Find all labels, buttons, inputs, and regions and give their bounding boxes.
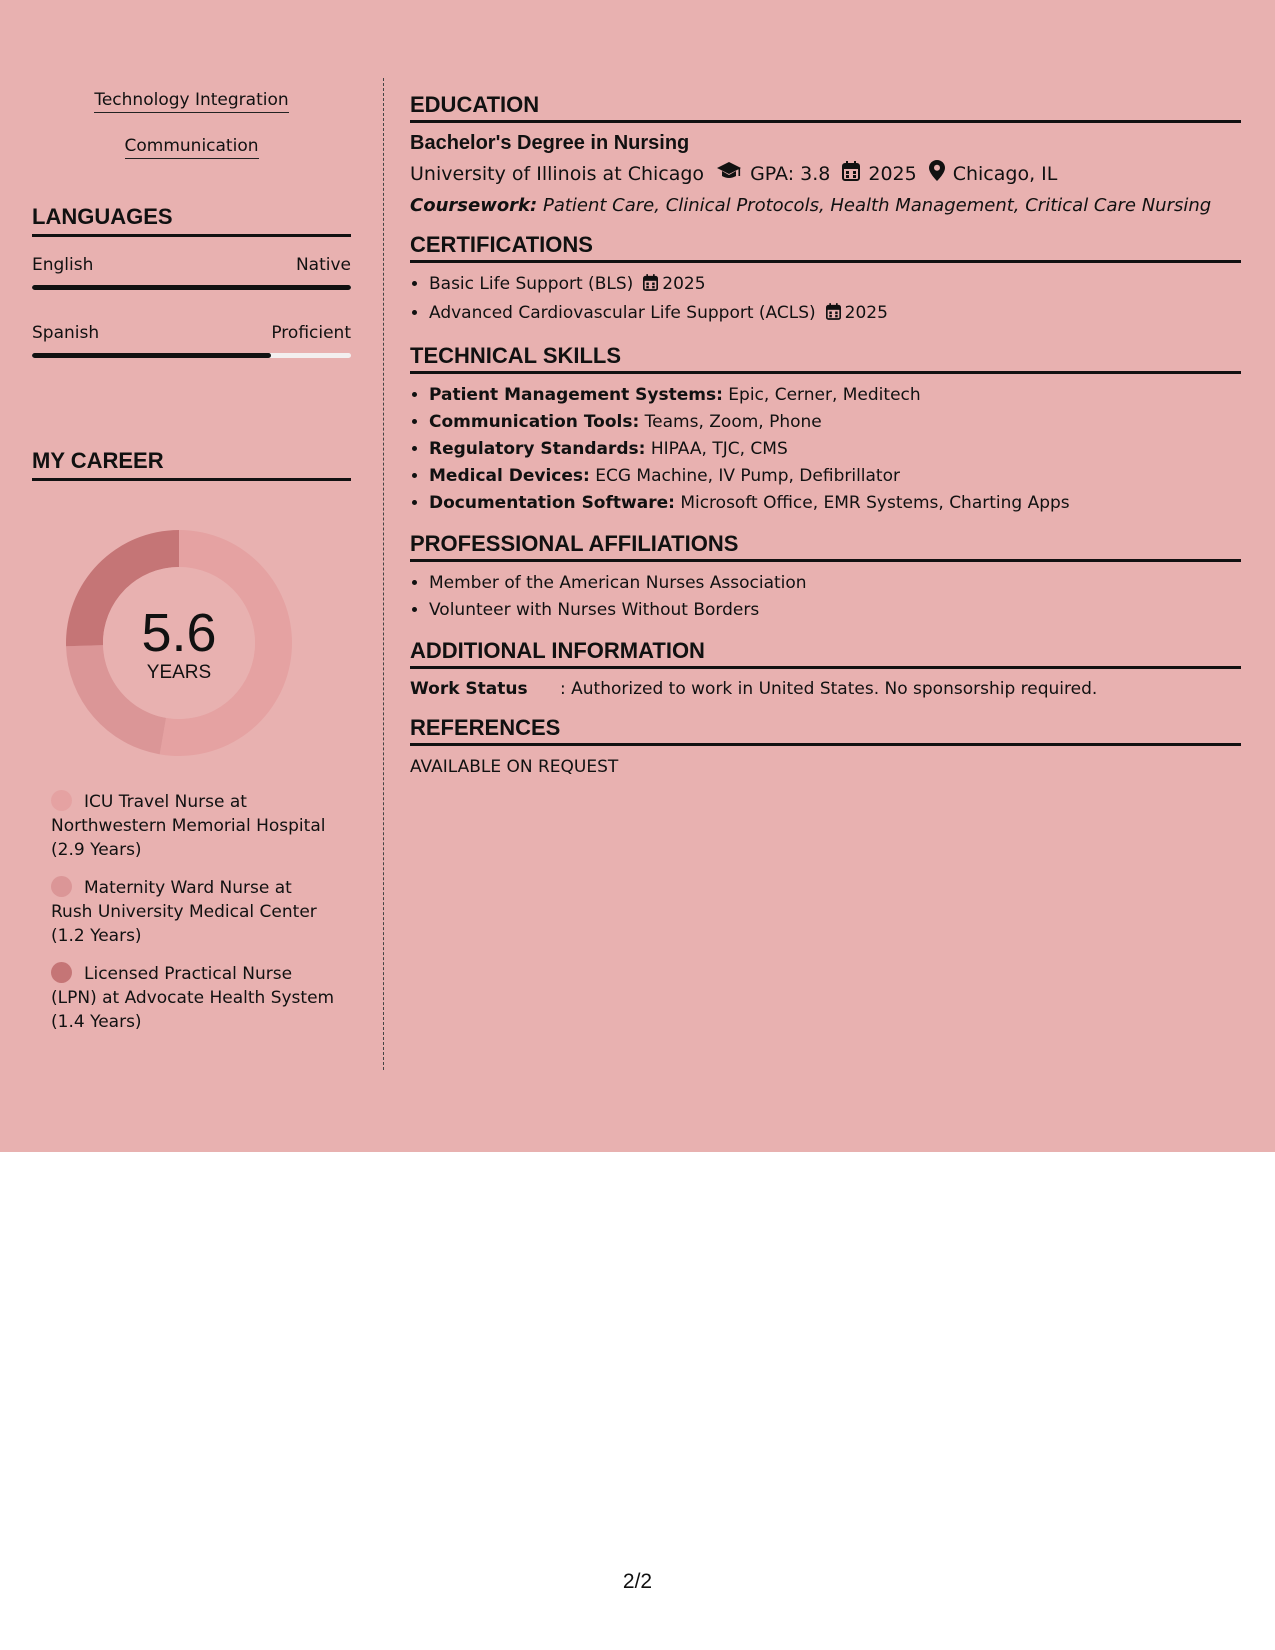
skill-tag: Communication xyxy=(125,135,259,159)
career-legend xyxy=(51,790,336,1048)
career-legend-label: Maternity Ward Nurse at Rush University Medical Center (1.2 Years) xyxy=(51,878,317,946)
school-location: Chicago, IL xyxy=(952,162,1058,185)
affiliations-section xyxy=(410,531,1241,624)
school-name: University of Illinois at Chicago xyxy=(410,162,705,185)
location-pin-icon xyxy=(929,160,945,188)
skill-values: ECG Machine, IV Pump, Defibrillator xyxy=(595,466,900,486)
education-details xyxy=(410,160,1241,188)
coursework-label: Coursework: xyxy=(410,195,538,216)
career-total xyxy=(66,530,292,756)
technical-skill-item xyxy=(429,490,1241,517)
language-row xyxy=(32,254,351,290)
technical-skills-heading: TECHNICAL SKILLS xyxy=(410,343,1241,374)
language-bar xyxy=(32,353,351,358)
work-status-row xyxy=(410,677,1241,701)
certification-year: 2025 xyxy=(662,274,706,294)
skill-category: Patient Management Systems: xyxy=(429,385,723,405)
career-legend-item xyxy=(51,790,336,862)
legend-dot xyxy=(51,790,72,811)
right-column xyxy=(410,92,1241,793)
references-heading: REFERENCES xyxy=(410,715,1241,746)
career-legend-item xyxy=(51,876,336,948)
technical-skill-item xyxy=(429,436,1241,463)
language-name: Spanish xyxy=(32,323,100,343)
career-legend-label: ICU Travel Nurse at Northwestern Memorial Hospital (2.9 Years) xyxy=(51,792,326,860)
technical-skill-item xyxy=(429,463,1241,490)
affiliations-heading: PROFESSIONAL AFFILIATIONS xyxy=(410,531,1241,562)
language-row xyxy=(32,322,351,358)
skill-tags xyxy=(32,89,351,159)
legend-dot xyxy=(51,962,72,983)
skill-tag: Technology Integration xyxy=(94,89,288,113)
graduation-cap-icon xyxy=(716,161,742,188)
languages-heading: LANGUAGES xyxy=(32,204,351,237)
career-total-unit: YEARS xyxy=(146,662,212,683)
skill-values: HIPAA, TJC, CMS xyxy=(650,439,788,459)
affiliations-list xyxy=(410,570,1241,624)
language-bar-fill xyxy=(32,285,351,290)
degree-title: Bachelor's Degree in Nursing xyxy=(410,132,690,154)
coursework xyxy=(410,193,1241,218)
certification-name: Basic Life Support (BLS) xyxy=(429,274,634,294)
calendar-icon xyxy=(826,302,841,329)
calendar-icon xyxy=(643,273,658,300)
certification-item xyxy=(429,300,1241,329)
technical-skill-item xyxy=(429,409,1241,436)
additional-information-heading: ADDITIONAL INFORMATION xyxy=(410,638,1241,669)
certifications-heading: CERTIFICATIONS xyxy=(410,232,1241,263)
certification-item xyxy=(429,271,1241,300)
skill-category: Regulatory Standards: xyxy=(429,439,646,459)
skill-category: Communication Tools: xyxy=(429,412,640,432)
references-text: AVAILABLE ON REQUEST xyxy=(410,757,619,777)
certification-name: Advanced Cardiovascular Life Support (ACLS) xyxy=(429,303,816,323)
language-level: Proficient xyxy=(271,323,351,343)
certifications-list xyxy=(410,271,1241,329)
graduation-year: 2025 xyxy=(868,162,917,185)
work-status-label: Work Status xyxy=(410,679,528,699)
additional-information-section xyxy=(410,638,1241,701)
technical-skills-section xyxy=(410,343,1241,517)
skill-values: Microsoft Office, EMR Systems, Charting Apps xyxy=(680,493,1070,513)
affiliation-item: • Volunteer with Nurses Without Borders xyxy=(429,597,1241,624)
technical-skill-item xyxy=(429,382,1241,409)
technical-skills-list xyxy=(410,382,1241,517)
affiliation-item: • Member of the American Nurses Association xyxy=(429,570,1241,597)
language-name: English xyxy=(32,255,94,275)
references-section xyxy=(410,715,1241,779)
language-level: Native xyxy=(295,255,351,275)
page-number: 2/2 xyxy=(622,1570,653,1593)
career-legend-label: Licensed Practical Nurse (LPN) at Advocate Health System (1.4 Years) xyxy=(51,964,335,1032)
certification-year: 2025 xyxy=(844,303,888,323)
education-heading: EDUCATION xyxy=(410,92,1241,123)
education-section xyxy=(410,92,1241,218)
coursework-list: Patient Care, Clinical Protocols, Health Management, Critical Care Nursing xyxy=(542,195,1212,216)
certifications-section xyxy=(410,232,1241,329)
legend-dot xyxy=(51,876,72,897)
language-bar-fill xyxy=(32,353,271,358)
language-bar xyxy=(32,285,351,290)
skill-category: Medical Devices: xyxy=(429,466,590,486)
gpa: GPA: 3.8 xyxy=(750,162,831,185)
career-total-value: 5.6 xyxy=(141,603,217,663)
skill-category: Documentation Software: xyxy=(429,493,675,513)
column-divider xyxy=(383,78,384,1070)
career-donut-chart xyxy=(66,530,292,756)
skill-values: Epic, Cerner, Meditech xyxy=(728,385,921,405)
work-status-value: : Authorized to work in United States. No sponsorship required. xyxy=(560,679,1098,699)
skill-values: Teams, Zoom, Phone xyxy=(644,412,822,432)
career-legend-item xyxy=(51,962,336,1034)
calendar-icon xyxy=(842,161,860,188)
career-heading: MY CAREER xyxy=(32,448,351,481)
